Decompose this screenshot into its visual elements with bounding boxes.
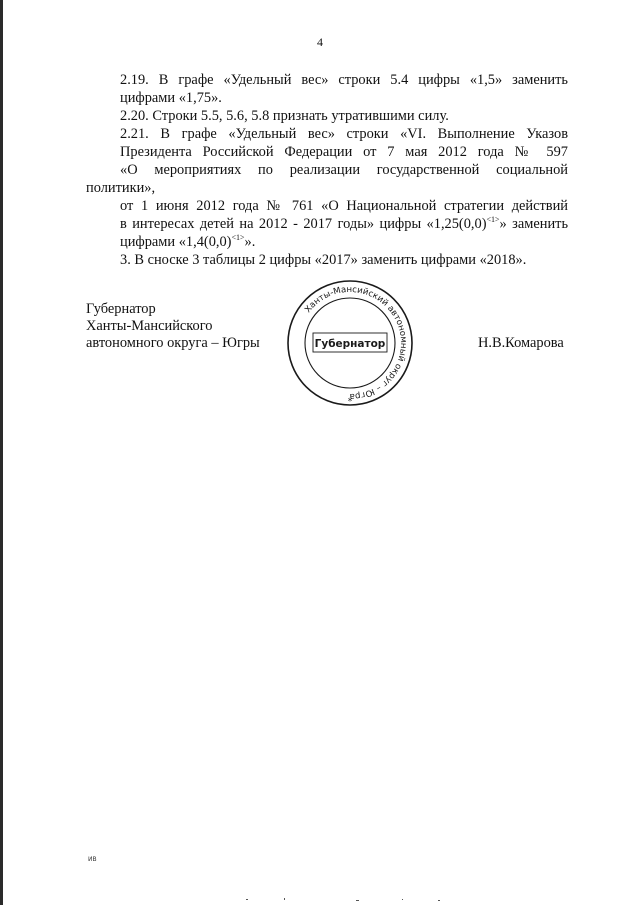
scan-page-edge: [0, 0, 3, 905]
paragraph-2-19-line-1: 2.19. В графе «Удельный вес» строки 5.4 цифры «1,5» заменить: [120, 72, 568, 88]
scan-specks: [0, 890, 640, 905]
paragraph-3-text: 3. В сноске 3 таблицы 2 цифры «2017» заменить цифрами «2018».: [120, 252, 527, 268]
paragraph-3: [86, 251, 568, 269]
footnote-reference: <1>: [231, 233, 245, 242]
paragraph-2-21-line-5-tail: » заменить: [499, 216, 569, 232]
paragraph-2-21-line-6-text: цифрами «1,4(0,0): [120, 234, 232, 250]
seal-star-mark: *: [347, 397, 353, 407]
paragraph-2-21: [86, 125, 568, 251]
paragraph-2-21-line-6: [86, 233, 568, 251]
signatory-name: Н.В.Комарова: [478, 335, 564, 351]
paragraph-2-21-line-4: от 1 июня 2012 года № 761 «О Национальной стратегии действий: [120, 198, 568, 214]
paragraph-2-19-line-2: цифрами «1,75».: [120, 90, 222, 106]
seal-center-text: Губернатор: [314, 338, 386, 350]
paragraph-2-21-line-1: 2.21. В графе «Удельный вес» строки «VI. Выполнение Указов: [120, 126, 568, 142]
signatory-title-line-3: автономного округа – Югры: [86, 335, 260, 351]
footnote-reference: <1>: [486, 215, 500, 224]
paragraph-2-20-text: 2.20. Строки 5.5, 5.6, 5.8 признать утратившими силу.: [120, 108, 449, 124]
paragraph-2-21-line-3: «О мероприятиях по реализации государственной социальной политики»,: [86, 162, 568, 196]
paragraph-2-19: [86, 71, 568, 107]
paragraph-2-21-line-5-text: в интересах детей на 2012 - 2017 годы» цифры «1,25(0,0): [120, 216, 487, 232]
page-number: 4: [317, 35, 323, 49]
signatory-title-line-1: Губернатор: [86, 301, 156, 317]
paragraph-2-21-line-2: Президента Российской Федерации от 7 мая 2012 года № 597: [120, 144, 568, 160]
paragraph-2-20: [86, 107, 568, 125]
document-body: [86, 71, 568, 269]
official-seal-stamp: [286, 279, 414, 407]
executor-initials: ИВ: [88, 856, 97, 863]
paragraph-2-21-line-6-tail: ».: [244, 234, 256, 250]
signatory-title: [86, 301, 260, 352]
paragraph-2-21-line-5: [86, 215, 568, 233]
seal-ring-text: Ханты-Мансийский автономный округ – Югра: [303, 284, 409, 402]
signatory-title-line-2: Ханты-Мансийского: [86, 318, 213, 334]
